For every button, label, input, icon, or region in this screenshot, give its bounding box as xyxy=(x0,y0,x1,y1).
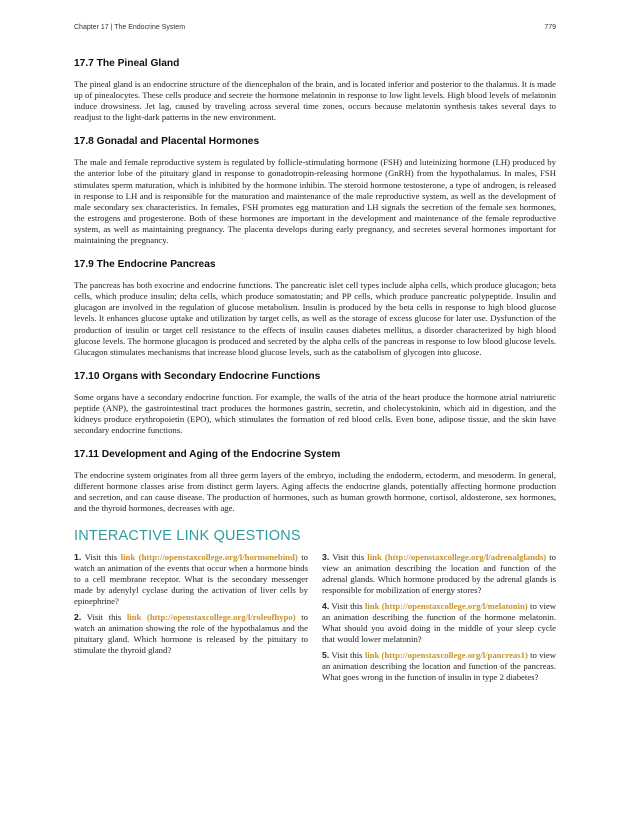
question-number: 1. xyxy=(74,551,82,562)
running-header xyxy=(74,24,556,31)
question-intro: Visit this xyxy=(86,612,122,622)
section-title-secondary-organs: 17.10 Organs with Secondary Endocrine Functions xyxy=(74,370,321,382)
question-link-hormonebind[interactable]: link (http://openstaxcollege.org/l/hormonebind) xyxy=(120,551,298,562)
section-text-gonadal: The male and female reproductive system is regulated by follicle-stimulating hormone (FSH) and luteinizing hormone (LH) produced by the anterior lobe of the pituitary gland in response to gonadotropin-releasing hormone (GnRH) from the hypothalamus. In males, FSH stimulates sperm maturation, which is inhibited by the hormone inhibin. The steroid hormone testosterone, a type of androgen, is released in response to LH and is responsible for the maturation and maintenance of the male reproductive system, as well as the development of male secondary sex characteristics. In females, FSH promotes egg maturation and LH signals the secretion of the female sex hormones, the estrogens and progesterone. Both of these hormones are important in the development and maintenance of the female reproductive system, as well as maintaining pregnancy. The placenta develops during early pregnancy, and secretes several hormones important for maintaining the pregnancy. xyxy=(74,157,556,246)
section-text-pineal: The pineal gland is an endocrine structure of the diencephalon of the brain, and is located inferior and posterior to the thalamus. It is made up of pinealocytes. These cells produce and secrete the hormone melatonin in response to low light levels. High blood levels of melatonin induce drowsiness. Jet lag, caused by traveling across several time zones, occurs because melatonin synthesis takes several days to readjust to the light-dark patterns in the new environment. xyxy=(74,79,556,123)
question-1 xyxy=(74,552,308,607)
question-intro: Visit this xyxy=(84,551,118,562)
question-2 xyxy=(74,612,308,656)
page-number: 779 xyxy=(544,24,556,31)
question-text: to watch an animation of the events that occur when a hormone binds to a cell membrane receptor. What is the secondary messenger made by adenylyl cyclase during the activation of liver cells by epinephrine? xyxy=(74,551,309,606)
section-text-secondary-organs: Some organs have a secondary endocrine function. For example, the walls of the atria of the heart produce the hormone atrial natriuretic peptide (ANP), the gastrointestinal tract produces the hormones gastrin, secretin, and cholecystokinin, which aid in digestion, and the kidneys produce erythropoietin (EPO), which stimulates the formation of red blood cells. Even bone, adipose tissue, and the skin have secondary endocrine functions. xyxy=(74,391,556,436)
question-number: 3. xyxy=(322,551,330,562)
question-number: 2. xyxy=(74,612,82,622)
questions-columns xyxy=(74,552,556,689)
chapter-title: Chapter 17 | The Endocrine System xyxy=(74,24,186,31)
question-link-roleofhypo[interactable]: link (http://openstaxcollege.org/l/roleofhypo) xyxy=(126,612,296,622)
question-number: 5. xyxy=(322,650,330,661)
page-content xyxy=(74,58,556,689)
question-intro: Visit this xyxy=(332,551,365,562)
section-title-pancreas: 17.9 The Endocrine Pancreas xyxy=(74,259,216,271)
questions-left-column xyxy=(74,552,308,689)
questions-right-column xyxy=(322,552,556,689)
interactive-link-questions-heading: INTERACTIVE LINK QUESTIONS xyxy=(74,527,301,544)
question-4 xyxy=(322,601,556,645)
section-text-development-aging: The endocrine system originates from all three germ layers of the embryo, including the endoderm, ectoderm, and mesoderm. In general, different hormone classes arise from distinct germ layers. Aging affects the endocrine glands, potentially affecting hormone production and secretion, and can cause disease. The production of hormones, such as human growth hormone, cortisol, aldosterone, sex hormones, and the thyroid hormones, decreases with age. xyxy=(74,470,556,514)
question-5 xyxy=(322,650,556,683)
section-text-pancreas: The pancreas has both exocrine and endocrine functions. The pancreatic islet cell types include alpha cells, which produce glucagon; beta cells, which produce insulin; delta cells, which produce somatostatin; and PP cells, which produce pancreatic polypeptide. Insulin and glucagon are involved in the regulation of glucose metabolism. Insulin is produced by the beta cells in response to high blood glucose levels. It enhances glucose uptake and utilization by target cells, as well as the storage of excess glucose for later use. Dysfunction of the production of insulin or target cell resistance to the effects of insulin causes diabetes mellitus, a disorder characterized by high blood glucose levels. The hormone glucagon is produced and secreted by the alpha cells of the pancreas in response to low blood glucose levels. Glucagon stimulates mechanisms that increase blood glucose levels, such as the catabolism of glycogen into glucose. xyxy=(74,280,556,357)
question-number: 4. xyxy=(322,600,330,611)
section-title-pineal: 17.7 The Pineal Gland xyxy=(74,58,180,69)
section-title-gonadal: 17.8 Gonadal and Placental Hormones xyxy=(74,136,260,148)
question-link-melatonin[interactable]: link (http://openstaxcollege.org/l/melatonin) xyxy=(364,600,528,611)
question-text: to view an animation describing the function of the hormone melatonin. What should you avoid doing in the middle of your sleep cycle that would lower melatonin? xyxy=(322,600,556,645)
question-intro: Visit this xyxy=(331,650,363,661)
section-title-development-aging: 17.11 Development and Aging of the Endocrine System xyxy=(74,449,341,461)
question-text: to view an animation describing the location and function of the pancreas. What goes wrong in the function of insulin in type 2 diabetes? xyxy=(322,650,557,683)
question-link-pancreas1[interactable]: link (http://openstaxcollege.org/l/pancreas1) xyxy=(364,650,528,661)
question-intro: Visit this xyxy=(331,600,363,611)
question-link-adrenalglands[interactable]: link (http://openstaxcollege.org/l/adrenalglands) xyxy=(367,551,547,562)
question-text: to watch an animation showing the role of the hypothalamus and the pituitary gland. Which hormone is released by the pituitary to stimulate the thyroid gland? xyxy=(74,612,309,656)
question-text: to view an animation describing the location and function of the adrenal glands. Which hormone produced by the adrenal glands is responsible for mobilization of energy stores? xyxy=(322,551,557,595)
question-3 xyxy=(322,552,556,596)
